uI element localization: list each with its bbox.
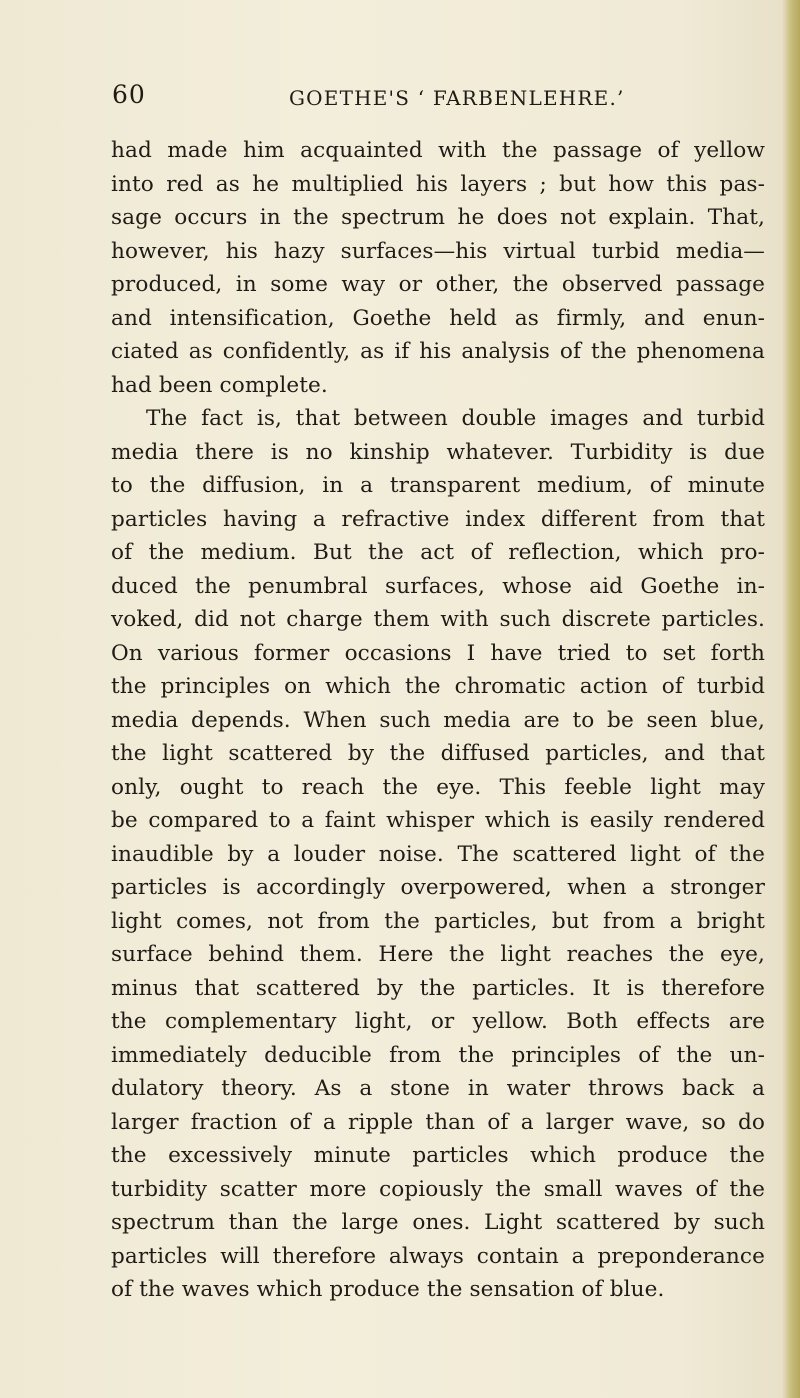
text-line: be compared to a faint whisper which is easily rendered (111, 808, 765, 833)
page-number: 60 (112, 80, 146, 109)
text-line: On various former occasions I have tried to set forth (111, 640, 765, 666)
text-line: surface behind them. Here the light reaches the eye, (111, 942, 765, 967)
text-line: particles having a refractive index different from that (111, 506, 765, 532)
running-head: GOETHE'S ‘ FARBENLEHRE.’ (289, 86, 625, 110)
text-line: duced the penumbral surfaces, whose aid Goethe in- (111, 573, 765, 599)
text-line: of the waves which produce the sensation of blue. (111, 1277, 665, 1302)
text-line: light comes, not from the particles, but from a bright (111, 908, 765, 934)
text-line: media depends. When such media are to be seen blue, (111, 707, 765, 733)
paragraph-first-line: The fact is, that between double images and turbid (146, 406, 765, 431)
text-line: the principles on which the chromatic action of turbid (111, 674, 765, 699)
text-line: had been complete. (111, 372, 328, 398)
text-line: had made him acquainted with the passage of yellow (111, 138, 765, 163)
text-line: spectrum than the large ones. Light scattered by such (111, 1210, 765, 1235)
page-header (112, 80, 752, 116)
text-line: however, his hazy surfaces—his virtual turbid media— (111, 238, 765, 264)
text-line: the excessively minute particles which produce the (111, 1143, 765, 1168)
text-line: and intensification, Goethe held as firmly, and enun- (111, 305, 765, 331)
body-text (111, 134, 765, 1307)
text-line: dulatory theory. As a stone in water throws back a (111, 1076, 765, 1101)
text-line: larger fraction of a ripple than of a larger wave, so do (111, 1109, 765, 1135)
text-line: of the medium. But the act of reflection, which pro- (111, 540, 765, 565)
text-line: particles is accordingly overpowered, when a stronger (111, 875, 765, 900)
text-line: sage occurs in the spectrum he does not explain. That, (111, 205, 765, 230)
text-line: minus that scattered by the particles. It is therefore (111, 975, 765, 1001)
text-line: turbidity scatter more copiously the small waves of the (111, 1176, 765, 1202)
text-line: into red as he multiplied his layers ; but how this pas- (111, 171, 765, 197)
text-line: inaudible by a louder noise. The scattered light of the (111, 841, 765, 867)
text-line: ciated as confidently, as if his analysis of the phenomena (111, 339, 765, 364)
text-line: the complementary light, or yellow. Both effects are (111, 1009, 765, 1034)
text-line: voked, did not charge them with such discrete particles. (111, 607, 765, 632)
page-edge-shadow (782, 0, 800, 1398)
text-line: only, ought to reach the eye. This feeble light may (111, 774, 765, 800)
text-line: particles will therefore always contain a preponderance (111, 1243, 765, 1269)
text-line: the light scattered by the diffused particles, and that (111, 741, 765, 766)
text-line: immediately deducible from the principles of the un- (111, 1042, 765, 1068)
text-line: to the diffusion, in a transparent medium, of minute (111, 473, 765, 498)
text-line: media there is no kinship whatever. Turbidity is due (111, 439, 765, 465)
text-line: produced, in some way or other, the observed passage (111, 272, 765, 297)
